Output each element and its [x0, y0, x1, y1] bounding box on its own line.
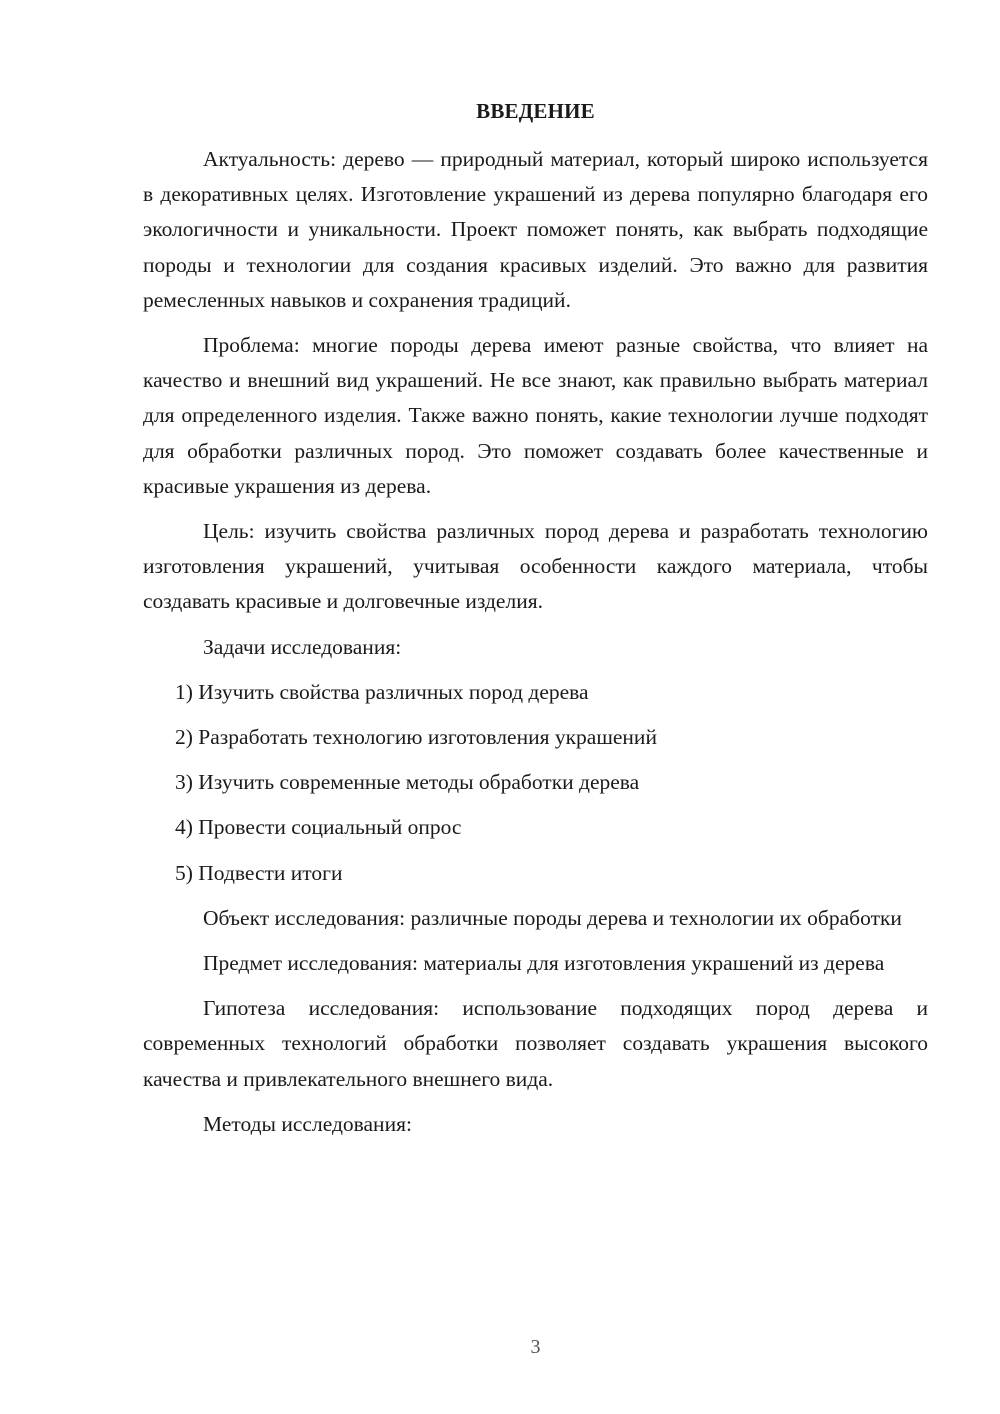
list-item: 4) Провести социальный опрос [175, 815, 462, 840]
tasks-list [143, 675, 928, 891]
list-item: 2) Разработать технологию изготовления украшений [175, 725, 657, 750]
list-item: 5) Подвести итоги [175, 860, 343, 885]
page-number: 3 [530, 1336, 541, 1358]
paragraph-hypothesis: Гипотеза исследования: использование подходящих пород дерева и современных технологий обработки позволяет создавать украшения высокого качества и привлекательного внешнего вида. [143, 996, 928, 1091]
methods-heading: Методы исследования: [203, 1111, 412, 1136]
paragraph-subject: Предмет исследования: материалы для изготовления украшений из дерева [203, 951, 885, 976]
body-text [143, 142, 928, 1152]
paragraph-problem: Проблема: многие породы дерева имеют разные свойства, что влияет на качество и внешний вид украшений. Не все знают, как правильно выбрать материал для определенного изделия. Также важно понять, какие технологии лучше подходят для обработки различных пород. Это поможет создавать более качественные и красивые украшения из дерева. [143, 333, 928, 498]
section-title: ВВЕДЕНИЕ [476, 99, 595, 123]
list-item: 1) Изучить свойства различных пород дерева [175, 679, 589, 704]
paragraph-goal: Цель: изучить свойства различных пород дерева и разработать технологию изготовления украшений, учитывая особенности каждого материала, чтобы создавать красивые и долговечные изделия. [143, 519, 928, 614]
document-page [143, 0, 928, 1414]
tasks-heading: Задачи исследования: [203, 634, 402, 659]
paragraph-relevance: Актуальность: дерево — природный материал, который широко используется в декоративных целях. Изготовление украшений из дерева популярно благодаря его экологичности и уникальности. Проект поможет понять, как выбрать подходящие породы и технологии для создания красивых изделий. Это важно для развития ремесленных навыков и сохранения традиций. [143, 147, 928, 312]
list-item: 3) Изучить современные методы обработки дерева [175, 770, 640, 795]
paragraph-object: Объект исследования: различные породы дерева и технологии их обработки [203, 905, 902, 930]
